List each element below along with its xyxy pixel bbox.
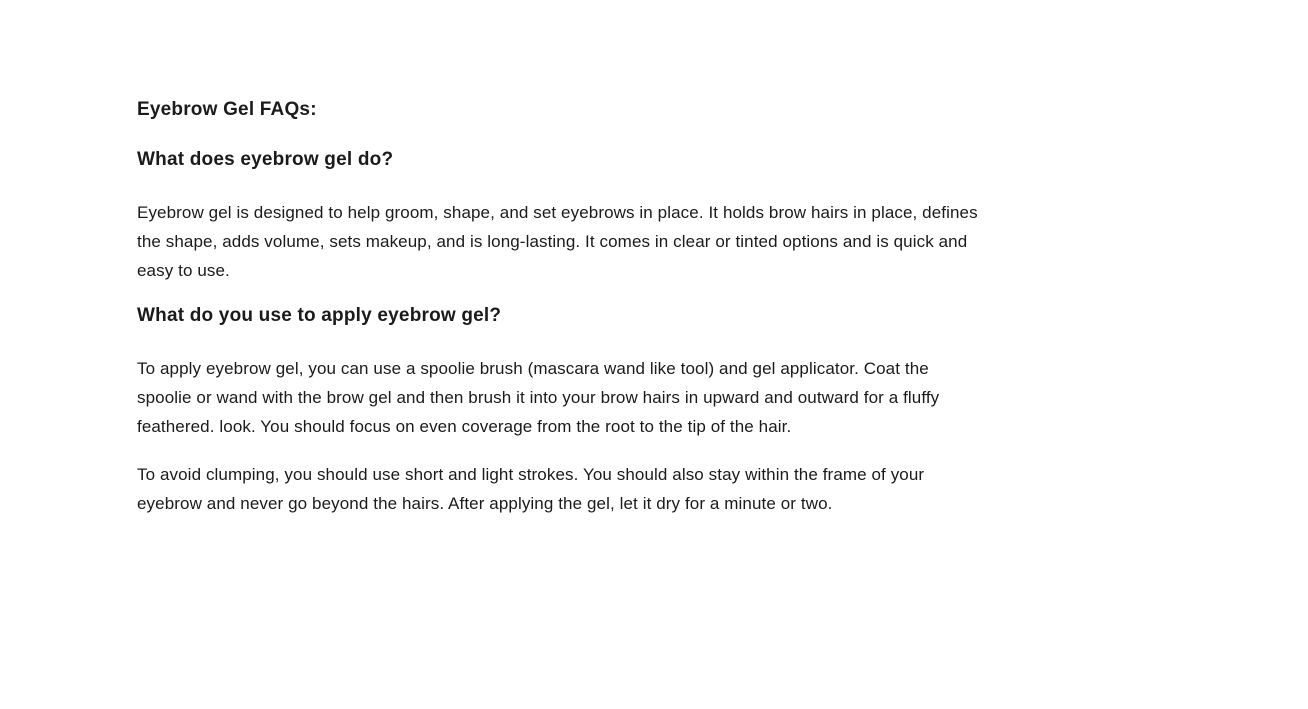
document-title: Eyebrow Gel FAQs: <box>137 99 317 120</box>
faq-answer-paragraph: To avoid clumping, you should use short and light strokes. You should also stay within the frame of your eyebrow and never go beyond the hairs. After applying the gel, let it dry for a minute or two. <box>137 465 925 513</box>
faq-question-what-do-you-use-to-apply: What do you use to apply eyebrow gel? <box>137 305 502 326</box>
document-content <box>137 98 982 518</box>
faq-answer-paragraph: To apply eyebrow gel, you can use a spoolie brush (mascara wand like tool) and gel applicator. Coat the spoolie or wand with the brow gel and then brush it into your brow hairs in upward and outward for a fluffy feathered. look. You should focus on even coverage from the root to the tip of the hair. <box>137 359 940 436</box>
faq-answer-paragraph: Eyebrow gel is designed to help groom, shape, and set eyebrows in place. It holds brow hairs in place, defines the shape, adds volume, sets makeup, and is long-lasting. It comes in clear or tinted options and is quick and easy to use. <box>137 203 978 280</box>
faq-question-what-does-eyebrow-gel-do: What does eyebrow gel do? <box>137 149 394 170</box>
